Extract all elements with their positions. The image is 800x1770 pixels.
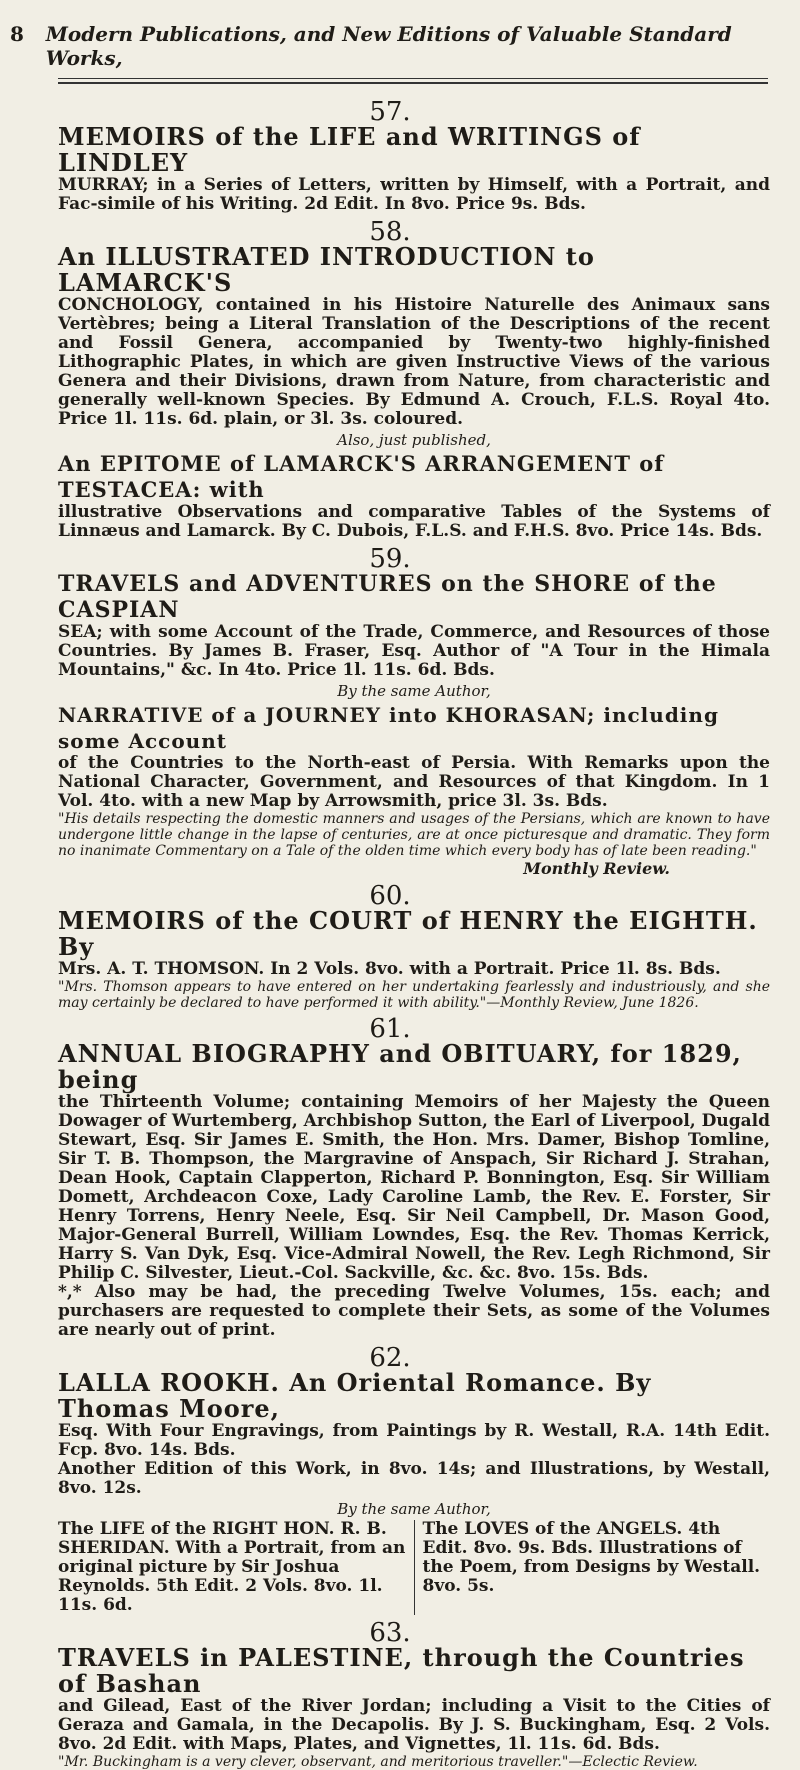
two-column-listing	[58, 1520, 770, 1615]
page	[10, 0, 770, 1770]
entry-number: 57.	[369, 97, 411, 127]
quote-source: Monthly Review.	[523, 859, 670, 878]
entry-number: 60.	[369, 881, 411, 911]
entry-lead: ANNUAL BIOGRAPHY and OBITUARY, for 1829, being	[58, 1039, 742, 1094]
header-rule-thick	[58, 82, 768, 84]
entry-subhead: Also, just published,	[337, 431, 491, 449]
entry-note: *,* Also may be had, the preceding Twelve Volumes, 15s. each; and purchasers are requested to complete their Sets, as some of the Volumes are nearly out of print.	[58, 1282, 770, 1340]
header-rule	[58, 78, 768, 79]
entry-body: and Gilead, East of the River Jordan; including a Visit to the Cities of Geraza and Gamala, in the Decapolis. By J. S. Buckingham, Esq. 2 Vols. 8vo. 2d Edit. with Maps, Plates, and Vignettes, 1l. 11s. 6d. Bds.	[58, 1696, 770, 1754]
page-number: 8	[10, 22, 24, 46]
entry-body: Mrs. A. T. THOMSON. In 2 Vols. 8vo. with a Portrait. Price 1l. 8s. Bds.	[58, 959, 721, 979]
entry-body: CONCHOLOGY, contained in his Histoire Naturelle des Animaux sans Vertèbres; being a Literal Translation of the Descriptions of the recent and Fossil Genera, accompanied by Twenty-two highly-finished Lithographic Plates, in which are given Instructive Views of the various Genera and their Divisions, drawn from Nature, from characteristic and generally well-known Species. By Edmund A. Crouch, F.L.S. Royal 4to. Price 1l. 11s. 6d. plain, or 3l. 3s. coloured.	[58, 295, 770, 429]
entry-lead: MEMOIRS of the LIFE and WRITINGS of LINDLEY	[58, 122, 641, 177]
entry-body-2: Another Edition of this Work, in 8vo. 14s; and Illustrations, by Westall, 8vo. 12s.	[58, 1459, 770, 1498]
entry-quote: "His details respecting the domestic manners and usages of the Persians, which are known to have undergone little change in the lapse of centuries, are at once picturesque and dramatic. They form no inanimate Commentary on a Tale of the olden time which every body has of late been reading."	[58, 811, 770, 859]
entry-body-2: illustrative Observations and comparative Tables of the Systems of Linnæus and Lamarck. By C. Dubois, F.L.S. and F.H.S. 8vo. Price 14s. Bds.	[58, 502, 770, 541]
entry-number: 59.	[369, 544, 411, 574]
entry-lead: TRAVELS in PALESTINE, through the Countries of Bashan	[58, 1643, 745, 1698]
entry-body: SEA; with some Account of the Trade, Commerce, and Resources of those Countries. By James B. Fraser, Esq. Author of "A Tour in the Himala Mountains," &c. In 4to. Price 1l. 11s. 6d. Bds.	[58, 622, 770, 680]
entry-lead: LALLA ROOKH. An Oriental Romance. By Thomas Moore,	[58, 1368, 652, 1423]
entry-lead: TRAVELS and ADVENTURES on the SHORE of the CASPIAN	[58, 571, 717, 623]
entry-lead: An ILLUSTRATED INTRODUCTION to LAMARCK'S	[58, 242, 595, 297]
entry-number: 62.	[369, 1343, 411, 1373]
entry-58	[10, 217, 770, 541]
entry-body: the Thirteenth Volume; containing Memoirs of her Majesty the Queen Dowager of Wurtemberg, Archbishop Sutton, the Earl of Liverpool, Dugald Stewart, Esq. Sir James E. Smith, the Hon. Mrs. Damer, Bishop Tomline, Sir T. B. Thompson, the Margravine of Anspach, Sir Richard J. Strahan, Dean Hook, Captain Clapperton, Richard P. Bonnington, Esq. Sir William Domett, Archdeacon Coxe, Lady Caroline Lamb, the Rev. E. Forster, Sir Henry Torrens, Henry Neele, Esq. Sir Neil Campbell, Dr. Mason Good, Major-General Burrell, William Lowndes, Esq. the Rev. Thomas Kerrick, Harry S. Van Dyk, Esq. Vice-Admiral Nowell, the Rev. Legh Richmond, Sir Philip C. Silvester, Lieut.-Col. Sackville, &c. &c. 8vo. 15s. Bds.	[58, 1092, 770, 1283]
entry-61	[10, 1014, 770, 1340]
entry-63	[10, 1618, 770, 1770]
entry-quote: "Mrs. Thomson appears to have entered on her undertaking fearlessly and industriously, and she may certainly be declared to have performed it with ability."—Monthly Review, June 1826.	[58, 979, 770, 1011]
entry-number: 58.	[369, 217, 411, 247]
entry-number: 63.	[369, 1618, 411, 1648]
entry-lead-2: NARRATIVE of a JOURNEY into KHORASAN; including some Account	[58, 703, 719, 753]
entry-lead-2: An EPITOME of LAMARCK'S ARRANGEMENT of TESTACEA: with	[58, 451, 665, 502]
entry-lead: MEMOIRS of the COURT of HENRY the EIGHTH. By	[58, 906, 758, 961]
entry-quote: "Mr. Buckingham is a very clever, observant, and meritorious traveller."—Eclectic Review.	[58, 1754, 698, 1770]
left-column: The LIFE of the RIGHT HON. R. B. SHERIDAN. With a Portrait, from an original picture by Sir Joshua Reynolds. 5th Edit. 2 Vols. 8vo. 1l. 11s. 6d.	[58, 1519, 406, 1615]
entry-body: MURRAY; in a Series of Letters, written by Himself, with a Portrait, and Fac-simile of his Writing. 2d Edit. In 8vo. Price 9s. Bds.	[58, 175, 770, 214]
running-header	[10, 0, 770, 70]
running-title: Modern Publications, and New Editions of Valuable Standard Works,	[45, 22, 732, 70]
column-divider	[414, 1520, 415, 1615]
entry-60	[10, 881, 770, 1011]
entry-59	[10, 544, 770, 878]
entry-57	[10, 97, 770, 214]
entry-body: Esq. With Four Engravings, from Paintings by R. Westall, R.A. 14th Edit. Fcp. 8vo. 14s. Bds.	[58, 1421, 770, 1460]
entry-body-2: of the Countries to the North-east of Persia. With Remarks upon the National Character, Government, and Resources of that Kingdom. In 1 Vol. 4to. with a new Map by Arrowsmith, price 3l. 3s. Bds.	[58, 753, 770, 811]
entry-subhead: By the same Author,	[337, 682, 491, 700]
right-column: The LOVES of the ANGELS. 4th Edit. 8vo. 9s. Bds. Illustrations of the Poem, from Designs by Westall. 8vo. 5s.	[422, 1519, 761, 1596]
entry-subhead: By the same Author,	[337, 1500, 491, 1518]
entry-62	[10, 1343, 770, 1615]
entry-number: 61.	[369, 1014, 411, 1044]
